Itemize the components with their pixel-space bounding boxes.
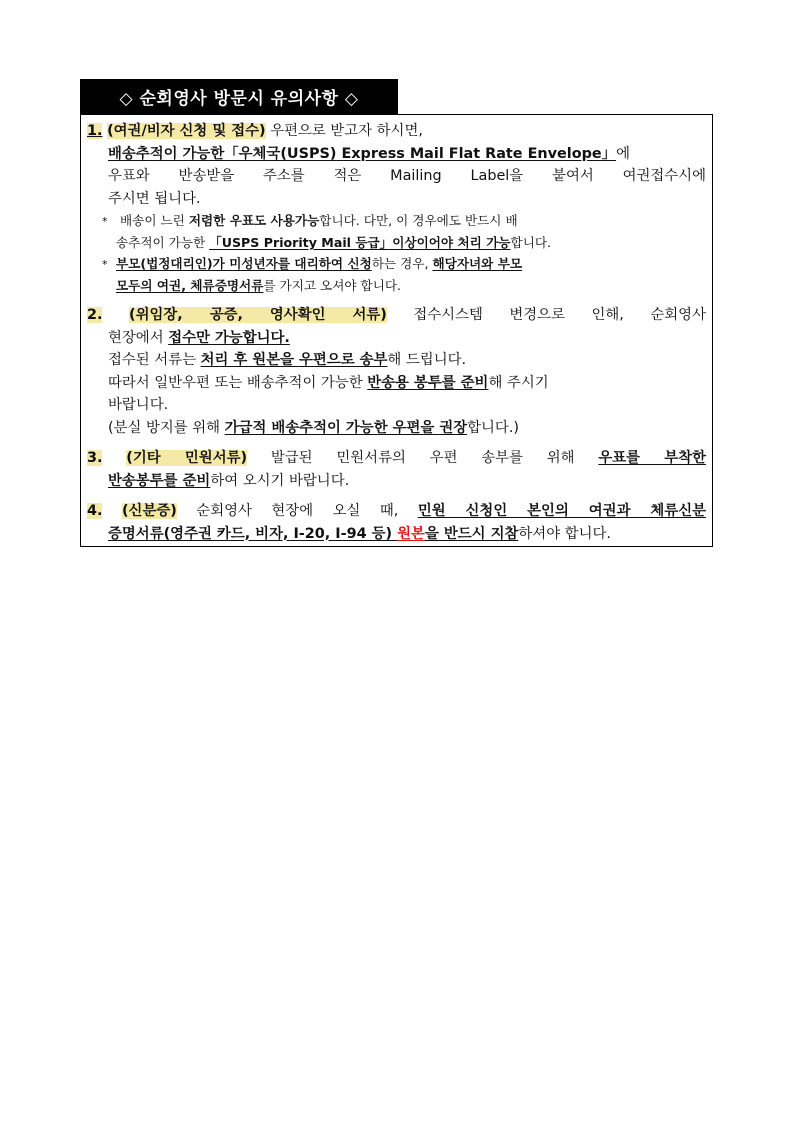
section-1-text: 에: [616, 145, 630, 162]
section-2-text: 접수된 서류는: [108, 352, 201, 368]
section-2-text: 바랍니다.: [108, 397, 169, 413]
note-1-priority-mail: 「USPS Priority Mail 등급」이상이어야 처리 가능: [209, 235, 511, 250]
section-4-id-documents: 증명서류(영주권 카드, 비자, I-20, I-94 등): [108, 525, 398, 542]
section-4-number: 4.: [87, 503, 103, 519]
section-3-text: 하여 오시기 바랍니다.: [210, 472, 350, 489]
section-1-envelope: 배송추적이 가능한「우체국(USPS) Express Mail Flat Rate Envelope」: [108, 145, 617, 162]
section-2-text: 합니다.): [467, 419, 520, 436]
note-2-text: 를 가지고 오셔야 합니다.: [263, 278, 402, 293]
section-2-number: 2.: [87, 307, 103, 323]
section-1-text: 주시면 됩니다.: [108, 190, 201, 207]
section-3-stamp: 우표를 부착한: [598, 450, 706, 466]
section-3-heading: (기타 민원서류): [126, 450, 248, 466]
section-2: [87, 304, 706, 439]
section-1-number: 1.: [87, 123, 103, 139]
notice-box: [80, 114, 713, 547]
section-4-original: 원본: [397, 525, 425, 542]
note-1-text: 합니다. 다만, 이 경우에도 반드시 배: [319, 213, 518, 228]
note-1-text: 합니다.: [510, 235, 552, 250]
section-2-receipt-only: 접수만 가능합니다.: [168, 329, 290, 346]
section-2-return-original: 처리 후 원본을 우편으로 송부: [200, 352, 388, 368]
note-1-text: 배송이 느린: [116, 213, 189, 228]
section-3: [87, 447, 706, 492]
note-2-child-parent: 해당자녀와 부모: [432, 256, 523, 271]
section-2-tracking-recommend: 가급적 배송추적이 가능한 우편을 권장: [224, 419, 468, 436]
section-2-text: 따라서 일반우편 또는 배송추적이 가능한: [108, 374, 368, 391]
section-2-text: 현장에서: [108, 329, 169, 346]
section-1-heading: (여권/비자 신청 및 접수): [107, 123, 266, 139]
note-1-bold: 저렴한 우표도 사용가능: [188, 213, 320, 228]
note-1-text: 송추적이 가능한: [116, 235, 210, 250]
section-4-text: 순회영사 현장에 오실 때,: [176, 503, 418, 519]
section-4-must-bring: 을 반드시 지참: [424, 525, 519, 542]
section-1-text: 우편으로 받고자 하시면,: [265, 123, 423, 139]
section-3-return-envelope: 반송봉투를 준비: [108, 472, 211, 489]
note-2-text: 하는 경우,: [371, 256, 433, 271]
notice-title: ◇ 순회영사 방문시 유의사항 ◇: [80, 79, 398, 114]
section-3-text: 발급된 민원서류의 우편 송부를 위해: [247, 450, 599, 466]
section-1: [87, 120, 706, 296]
section-2-text: (분실 방지를 위해: [108, 419, 225, 436]
section-2-heading: (위임장, 공증, 영사확인 서류): [129, 307, 387, 323]
section-2-text: 접수시스템 변경으로 인해, 순회영사: [386, 307, 706, 323]
section-2-text: 해 주시기: [488, 374, 549, 391]
section-4: [87, 500, 706, 545]
section-1-text: 우표와 반송받을 주소를 적은 Mailing Label을 붙여서 여권접수시에: [108, 168, 706, 184]
note-2-documents: 모두의 여권, 체류증명서류: [116, 278, 264, 293]
section-4-heading: (신분증): [121, 503, 177, 519]
section-4-text: 하셔야 합니다.: [518, 525, 611, 542]
note-bullet: *: [102, 215, 108, 228]
section-2-return-envelope: 반송용 봉투를 준비: [367, 374, 489, 391]
note-2-guardian: 부모(법정대리인)가 미성년자를 대리하여 신청: [116, 256, 372, 271]
note-bullet: *: [102, 258, 108, 271]
section-4-id-documents: 민원 신청인 본인의 여권과 체류신분: [417, 503, 706, 519]
section-2-text: 해 드립니다.: [387, 352, 467, 368]
section-3-number: 3.: [87, 450, 103, 466]
